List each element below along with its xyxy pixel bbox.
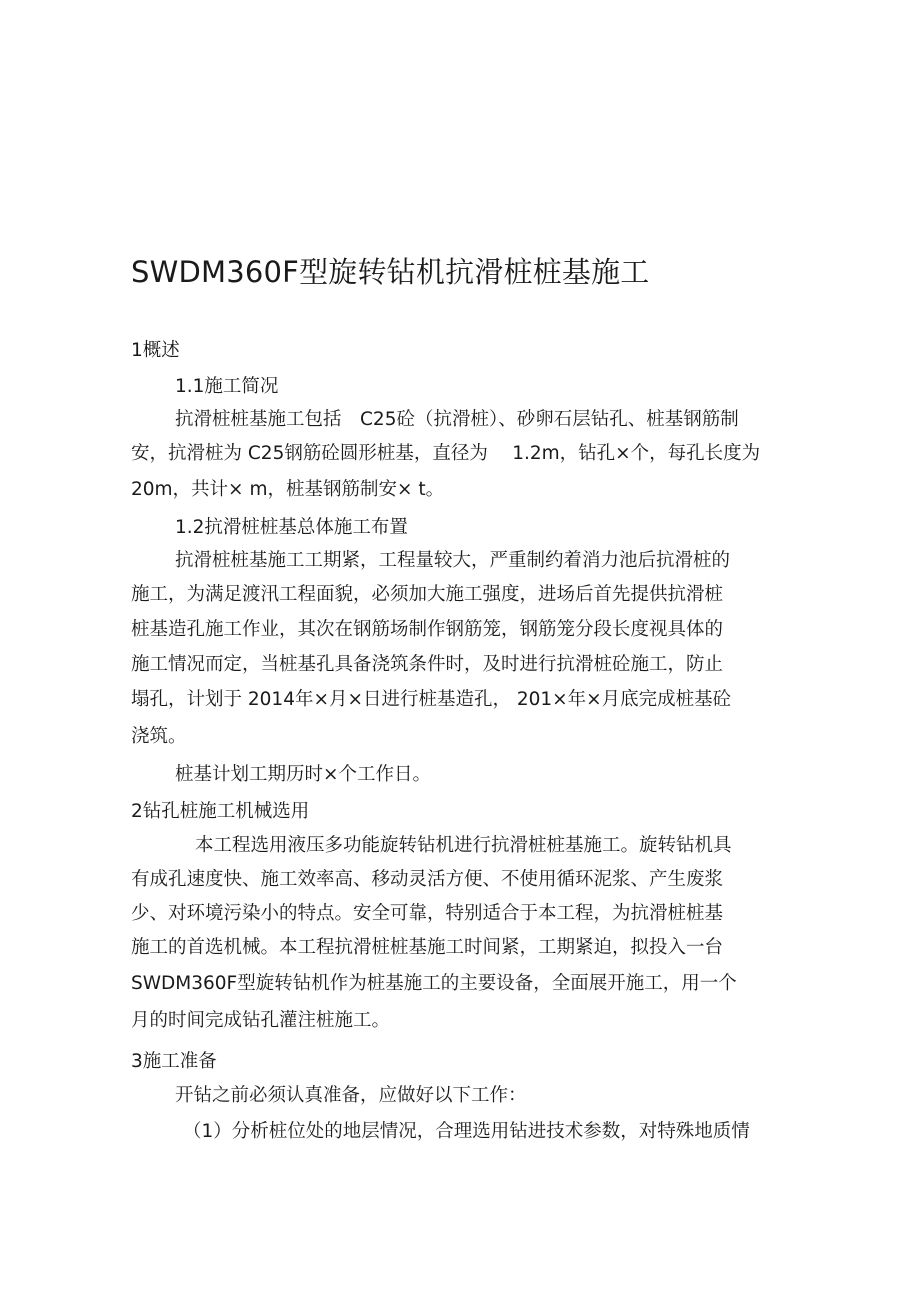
paragraph-line: 施工，为满足渡汛工程面貌，必须加大施工强度，进场后首先提供抗滑桩 — [131, 584, 724, 605]
paragraph-line: 20m，共计× m，桩基钢筋制安× t。 — [131, 479, 445, 500]
paragraph-line: 少、对环境污染小的特点。安全可靠，特别适合于本工程，为抗滑桩桩基 — [131, 903, 724, 924]
paragraph-line: 抗滑桩桩基施工包括 C25砼（抗滑桩）、砂卵石层钻孔、桩基钢筋制 — [175, 409, 739, 430]
section-heading-machinery: 2钻孔桩施工机械选用 — [131, 801, 310, 822]
paragraph-line: 月的时间完成钻孔灌注桩施工。 — [131, 1010, 391, 1031]
paragraph-line: 桩基计划工期历时×个工作日。 — [175, 764, 432, 785]
paragraph-line: 安，抗滑桩为 C25钢筋砼圆形桩基，直径为 1.2m，钻孔×个，每孔长度为 — [131, 443, 761, 464]
section-heading-overview: 1概述 — [131, 340, 180, 361]
subsection-heading-construction-overview: 1.1施工简况 — [175, 376, 279, 397]
document-title: SWDM360F型旋转钻机抗滑桩桩基施工 — [131, 255, 650, 289]
section-heading-preparation: 3施工准备 — [131, 1051, 217, 1072]
paragraph-line: 抗滑桩桩基施工工期紧，工程量较大，严重制约着消力池后抗滑桩的 — [175, 550, 731, 571]
paragraph-line: SWDM360F型旋转钻机作为桩基施工的主要设备，全面展开施工，用一个 — [131, 973, 737, 994]
paragraph-line: 有成孔速度快、施工效率高、移动灵活方便、不使用循环泥浆、产生废浆 — [131, 869, 724, 890]
paragraph-line: 施工的首选机械。本工程抗滑桩桩基施工时间紧，工期紧迫，拟投入一台 — [131, 937, 724, 958]
paragraph-line: （1）分析桩位处的地层情况，合理选用钻进技术参数，对特殊地质情 — [183, 1121, 750, 1142]
paragraph-line: 施工情况而定，当桩基孔具备浇筑条件时，及时进行抗滑桩砼施工，防止 — [131, 654, 724, 675]
subsection-heading-layout: 1.2抗滑桩桩基总体施工布置 — [175, 517, 408, 538]
paragraph-line: 本工程选用液压多功能旋转钻机进行抗滑桩桩基施工。旋转钻机具 — [195, 835, 732, 856]
paragraph-line: 开钻之前必须认真准备，应做好以下工作： — [175, 1085, 527, 1106]
paragraph-line: 桩基造孔施工作业，其次在钢筋场制作钢筋笼，钢筋笼分段长度视具体的 — [131, 619, 724, 640]
paragraph-line: 塌孔，计划于 2014年×月×日进行桩基造孔， 201×年×月底完成桩基砼 — [131, 689, 732, 710]
paragraph-line: 浇筑。 — [131, 726, 187, 747]
